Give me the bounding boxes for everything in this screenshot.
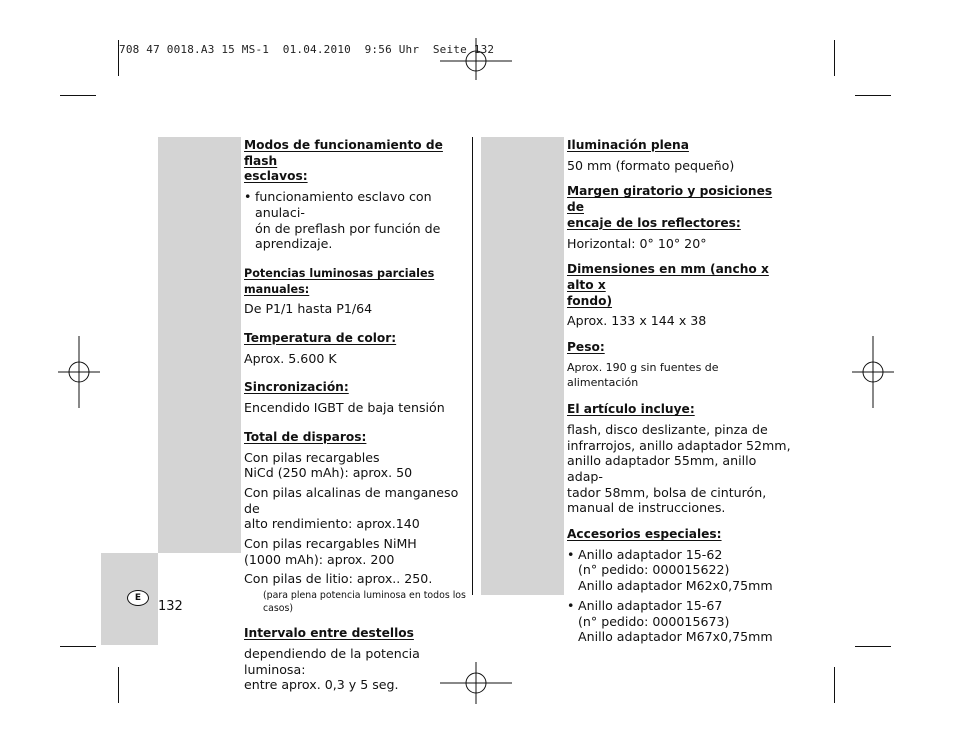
swivel-value: Horizontal: 0° 10° 20°	[567, 235, 707, 251]
partial-power-heading: Potencias luminosas parciales manuales:	[244, 266, 435, 296]
flash-count-line: Con pilas recargables NiMH	[244, 536, 417, 552]
flash-count-line: NiCd (250 mAh): aprox. 50	[244, 465, 413, 481]
print-header: 708 47 0018.A3 15 MS-1 01.04.2010 9:56 Uhr Seite 132	[119, 43, 495, 56]
bullet-text: funcionamiento esclavo con anulaci-	[255, 189, 432, 220]
accessory-item	[567, 547, 792, 594]
slave-modes-heading-line2: esclavos:	[244, 169, 308, 184]
includes-line: manual de instrucciones.	[567, 500, 726, 516]
color-temp-value: Aprox. 5.600 K	[244, 350, 337, 366]
bullet-text: ón de preflash por función de	[255, 220, 441, 236]
flash-count-note: (para plena potencia luminosa en todos los casos)	[263, 590, 466, 615]
accessory-line: Anillo adaptador 15-62	[578, 546, 723, 562]
accessory-line: (n° pedido: 000015673)	[578, 613, 730, 629]
dimensions-value: Aprox. 133 x 144 x 38	[567, 313, 707, 329]
accessory-line: Anillo adaptador 15-67	[578, 597, 723, 613]
bullet-text: aprendizaje.	[255, 236, 333, 252]
accessories-heading: Accesorios especiales:	[567, 527, 722, 542]
includes-line: anillo adaptador 55mm, anillo adap-	[567, 453, 757, 484]
includes-line: infrarrojos, anillo adaptador 52mm,	[567, 437, 791, 453]
coverage-value: 50 mm (formato pequeño)	[567, 157, 735, 173]
left-grey-band	[158, 137, 241, 553]
registration-mark-top	[440, 38, 512, 80]
dimensions-heading-line2: fondo)	[567, 293, 613, 308]
sync-heading: Sincronización:	[244, 380, 349, 395]
bullet-symbol: •	[244, 189, 252, 205]
flash-count-line: Con pilas alcalinas de manganeso de	[244, 484, 459, 516]
weight-value: Aprox. 190 g sin fuentes de alimentación	[567, 360, 719, 390]
accessory-line: (n° pedido: 000015622)	[578, 562, 730, 578]
coverage-heading: Iluminación plena	[567, 138, 689, 152]
page-number: 132	[158, 599, 183, 614]
right-column	[567, 138, 792, 645]
flash-count-line: Con pilas recargables	[244, 449, 380, 465]
weight-heading: Peso:	[567, 340, 605, 355]
partial-power-value: De P1/1 hasta P1/64	[244, 301, 373, 317]
bullet-symbol: •	[567, 597, 575, 613]
includes-line: tador 58mm, bolsa de cinturón,	[567, 484, 767, 500]
flash-count-heading: Total de disparos:	[244, 429, 367, 444]
interval-line: entre aprox. 0,3 y 5 seg.	[244, 677, 399, 693]
accessory-item	[567, 598, 792, 645]
color-temp-heading: Temperatura de color:	[244, 331, 397, 346]
interval-line: dependiendo de la potencia luminosa:	[244, 645, 420, 677]
accessory-line: Anillo adaptador M67x0,75mm	[578, 629, 773, 645]
left-column	[244, 138, 470, 693]
slave-mode-bullet	[244, 189, 470, 252]
interval-heading: Intervalo entre destellos	[244, 626, 414, 641]
sync-value: Encendido IGBT de baja tensión	[244, 400, 445, 416]
language-badge: E	[127, 590, 149, 606]
flash-count-line: Con pilas de litio: aprox.. 250.	[244, 571, 433, 587]
includes-line: flash, disco deslizante, pinza de	[567, 421, 768, 437]
slave-modes-heading-line1: Modos de funcionamiento de flash	[244, 138, 443, 168]
accessory-line: Anillo adaptador M62x0,75mm	[578, 578, 773, 594]
dimensions-heading-line1: Dimensiones en mm (ancho x alto x	[567, 262, 769, 292]
flash-count-line: (1000 mAh): aprox. 200	[244, 551, 395, 567]
right-grey-band	[481, 137, 564, 595]
swivel-heading-line1: Margen giratorio y posiciones de	[567, 184, 773, 215]
registration-mark-left	[58, 336, 100, 408]
column-divider	[472, 137, 473, 595]
includes-heading: El artículo incluye:	[567, 402, 695, 417]
flash-count-line: alto rendimiento: aprox.140	[244, 516, 420, 532]
bullet-symbol: •	[567, 546, 575, 562]
swivel-heading-line2: encaje de los reflectores:	[567, 215, 741, 230]
registration-mark-right	[852, 336, 894, 408]
